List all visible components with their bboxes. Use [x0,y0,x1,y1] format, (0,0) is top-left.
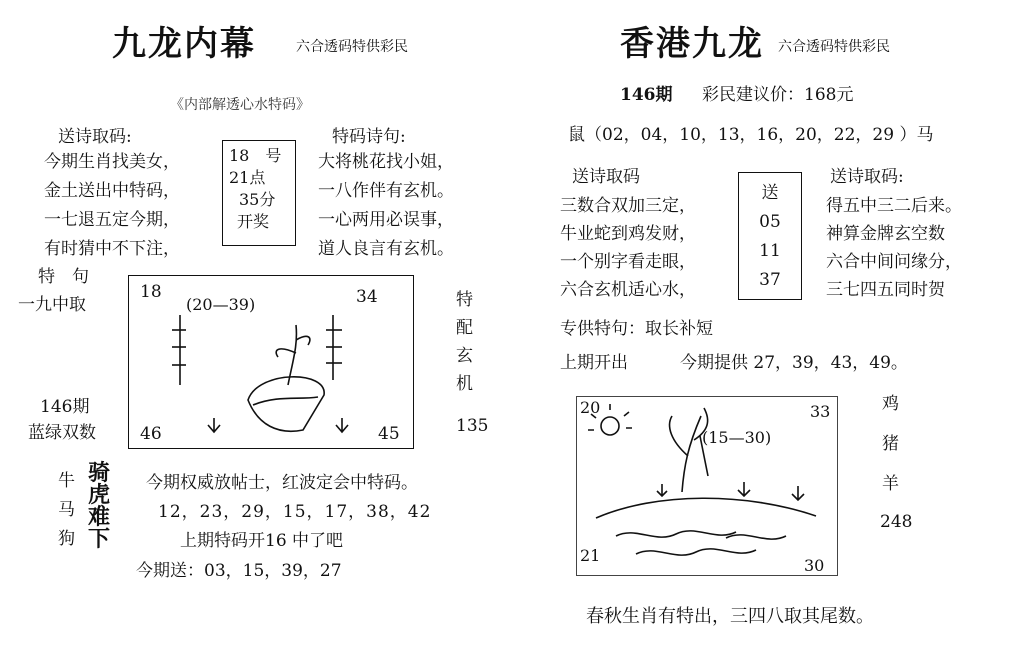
right-poem-right-line: 得五中三二后来。 [826,196,962,216]
send-line: 今期送：03，15，39，27 [136,561,342,581]
draw-box-line: 35分 [239,190,276,209]
left-poem-left-line: 一七退五定今期， [44,210,180,230]
right-poem-left-line: 牛业蛇到鸡发财， [560,224,696,244]
provide-line: 今期提供 27，39，43，49。 [680,353,908,373]
last-period: 上期特码开16 中了吧 [180,531,344,551]
left-poem-right-header: 特码诗句: [332,127,406,147]
send-box-line: 37 [759,270,781,290]
left-pic-label-tl: 18 [140,282,162,302]
special-header: 特 句 [38,267,89,287]
left-poem-left [44,148,180,264]
side-char: 玄 [456,346,473,366]
right-special-line: 专供特句：取长补短 [560,319,713,339]
right-picture-sketch [576,396,836,574]
left-poem-right-line: 一八作伴有玄机。 [318,181,454,201]
right-pic-label-tl: 20 [580,398,601,417]
left-poem-left-line: 有时猜中不下注， [44,239,180,259]
left-period: 146期 [40,397,90,417]
right-subtitle: 六合透码特供彩民 [778,39,890,55]
draw-box-line: 21点 [229,168,266,187]
left-title: 九龙内幕 [112,24,256,64]
special-line: 一九中取 [18,295,86,315]
right-poem-right-line: 三七四五同时贺 [826,280,945,300]
animal-char: 狗 [58,529,75,549]
left-subtitle: 六合透码特供彩民 [296,39,408,55]
left-big-vertical [88,462,110,550]
draw-box-line: 18 号 [229,146,282,165]
right-side-number: 248 [880,512,913,532]
right-pic-label-tr: 33 [810,402,831,421]
left-pic-range: (20—39) [186,295,256,314]
left-draw-box [222,140,296,246]
big-char: 虎 [88,482,111,508]
left-poem-left-header: 送诗取码: [58,127,132,147]
right-poem-left [560,192,696,304]
right-poem-left-line: 六合玄机适心水， [560,280,696,300]
side-char: 羊 [882,474,899,494]
numbers-line: 12，23，29，15，17，38，42 [158,502,432,522]
send-box-line: 11 [759,241,781,261]
right-pic-label-bl: 21 [580,546,601,565]
left-poem-right-line: 一心两用必误事， [318,210,454,230]
right-poem-left-line: 一个别字看走眼， [560,252,696,272]
right-title: 香港九龙 [620,24,764,64]
right-price: 彩民建议价：168元 [702,85,854,105]
send-box-line: 送 [761,183,779,203]
left-poem-left-line: 金土送出中特码， [44,181,180,201]
right-poem-right-header: 送诗取码: [830,167,904,187]
right-footer: 春秋生肖有特出，三四八取其尾数。 [586,606,874,627]
side-char: 鸡 [882,394,899,414]
left-side-vertical [456,286,473,398]
left-poem-right-line: 道人良言有玄机。 [318,239,454,259]
left-period-note: 蓝绿双数 [28,423,96,443]
side-char: 特 [456,290,473,310]
big-char: 难 [88,504,111,530]
side-char: 猪 [882,434,899,454]
send-box-line: 05 [759,212,781,232]
right-side-vertical [882,384,899,504]
right-poem-left-line: 三数合双加三定， [560,196,696,216]
left-poem-right-line: 大将桃花找小姐， [318,152,454,172]
authority-line: 今期权威放帖士，红波定会中特码。 [146,473,418,493]
left-poem-right [318,148,454,264]
big-char: 下 [88,526,111,552]
right-pic-label-br: 30 [804,556,825,575]
right-poem-left-header: 送诗取码 [572,167,640,187]
left-side-number: 135 [456,416,489,436]
side-char: 机 [456,374,473,394]
right-poem-right-line: 神算金牌玄空数 [826,224,945,244]
left-poem-left-line: 今期生肖找美女， [44,152,180,172]
animal-char: 马 [58,500,75,520]
right-poem-right-line: 六合中间问缘分， [826,252,962,272]
last-open: 上期开出 [560,353,628,373]
side-char: 配 [456,318,473,338]
left-pic-label-tr: 34 [356,287,378,307]
right-pic-range: (15—30) [702,428,772,447]
left-pic-label-br: 45 [378,424,400,444]
big-char: 骑 [88,460,111,486]
right-period: 146期 [620,85,673,105]
left-banner: 《内部解透心水特码》 [170,97,310,113]
right-poem-right [826,192,962,304]
animal-char: 牛 [58,471,75,491]
left-animals [58,467,75,554]
left-pic-label-bl: 46 [140,424,162,444]
draw-box-line: 开奖 [237,212,270,231]
rat-line: 鼠（02，04，10，13，16，20，22，29 ）马 [568,125,934,145]
right-send-box [738,172,802,300]
